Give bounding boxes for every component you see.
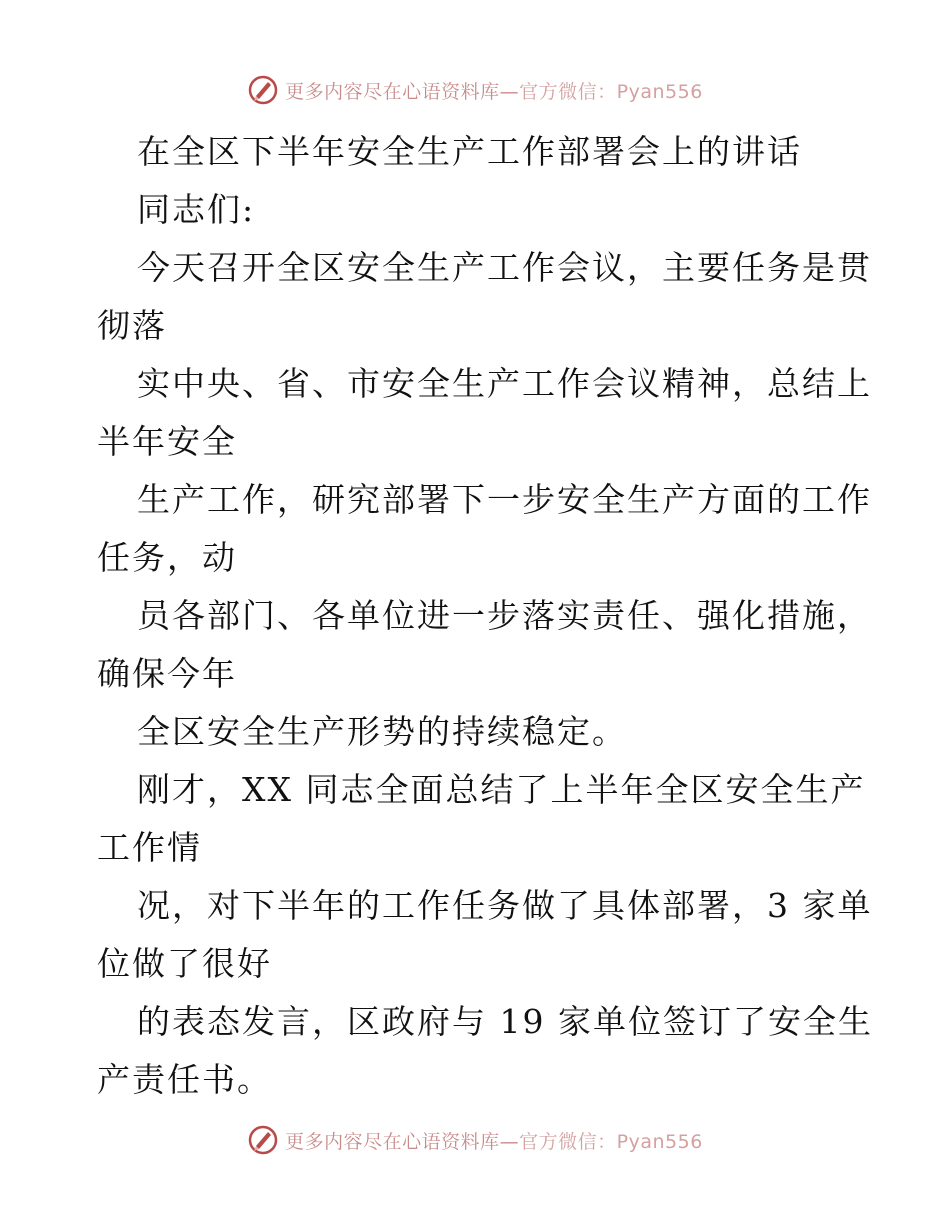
banner-wechat: 官方微信：Pyan556 [519,80,703,103]
paragraph-line: 刚才，XX 同志全面总结了上半年全区安全生产 [137,770,866,809]
paragraph-line: 任务，动 [97,538,237,577]
document-body [97,123,873,1109]
paragraph-line: 产责任书。 [97,1060,272,1099]
header-banner [0,70,950,110]
paragraph-line: 位做了很好 [97,944,272,983]
paragraph-line: 全区安全生产形势的持续稳定。 [137,712,627,751]
footer-banner [0,1120,950,1160]
paragraph-line: 今天召开全区安全生产工作会议，主要任务是贯 [137,248,872,287]
paragraph-line: 实中央、省、市安全生产工作会议精神，总结上 [137,364,872,403]
paragraph-line: 工作情 [97,828,202,867]
paragraph-line: 彻落 [97,306,167,345]
pen-logo-icon [247,74,279,106]
banner-slogan: 更多内容尽在心语资料库— [285,80,520,103]
paragraph-line: 员各部门、各单位进一步落实责任、强化措施， [137,596,872,635]
paragraph-line: 的表态发言，区政府与 19 家单位签订了安全生 [137,1002,873,1041]
paragraph-line: 况，对下半年的工作任务做了具体部署，3 家单 [137,886,873,925]
document-title: 在全区下半年安全生产工作部署会上的讲话 [137,132,802,171]
banner-wechat: 官方微信：Pyan556 [519,1130,703,1153]
paragraph-line: 半年安全 [97,422,237,461]
banner-text [285,1127,703,1154]
banner-slogan: 更多内容尽在心语资料库— [285,1130,520,1153]
paragraph-line: 生产工作，研究部署下一步安全生产方面的工作 [137,480,872,519]
banner-text [285,77,703,104]
pen-logo-icon [247,1124,279,1156]
salutation: 同志们: [137,190,256,229]
paragraph-line: 确保今年 [97,654,237,693]
